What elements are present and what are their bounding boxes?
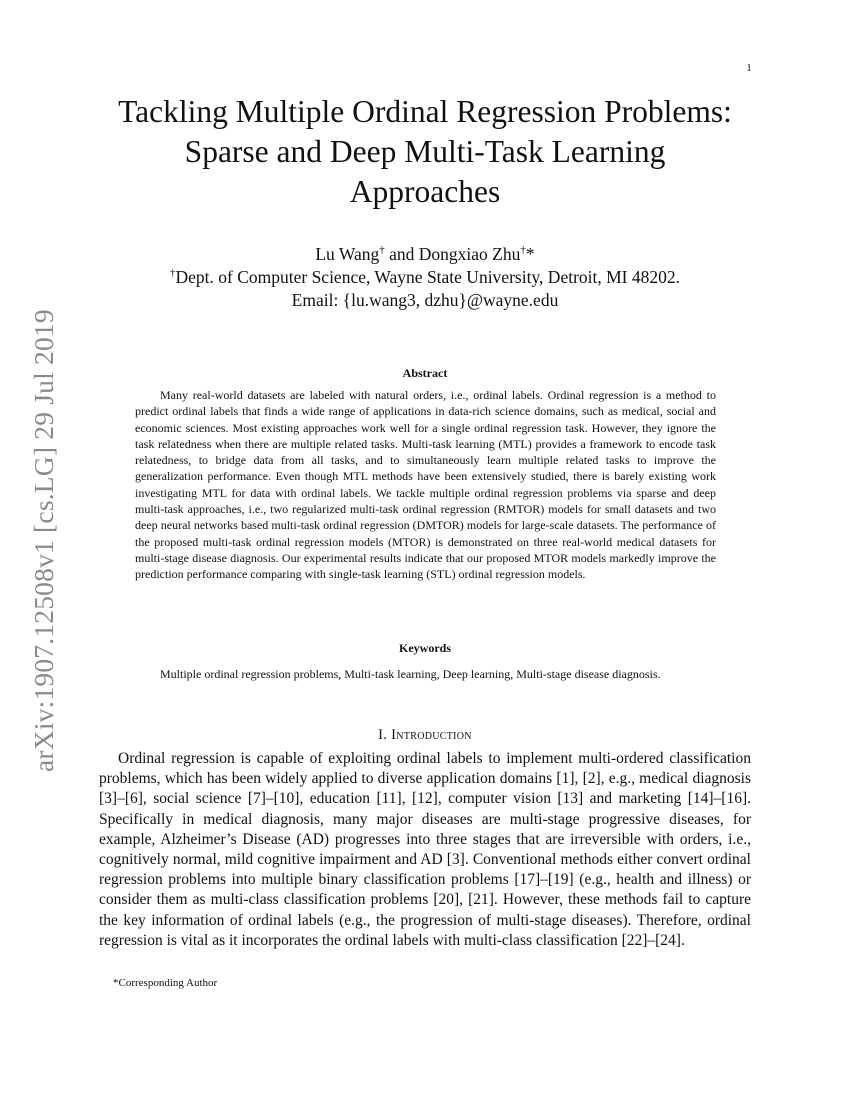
keywords-heading: Keywords [399,641,451,655]
author-conjunction: and [384,244,419,264]
section-title: Introduction [391,727,472,743]
section-number: I. [378,727,388,743]
arxiv-identifier-stamp[interactable]: arXiv:1907.12508v1 [cs.LG] 29 Jul 2019 [28,309,59,772]
affiliation-mark: † [379,244,385,257]
paper-title: Tackling Multiple Ordinal Regression Problems: Sparse and Deep Multi-Task Learning Approaches [118,94,732,209]
author-names [115,243,735,266]
affiliation-mark: † [520,244,526,257]
author-name: Lu Wang [315,244,380,264]
affiliation-mark: † [169,267,176,280]
abstract-text: Many real-world datasets are labeled with natural orders, i.e., ordinal labels. Ordinal regression is a method to predict ordinal labels that finds a wide range of applications in data-rich science domains, such as medical, social and economic sciences. Most existing approaches work well for a single ordinal regression task. However, they ignore the task relatedness when there are multiple related tasks. Multi-task learning (MTL) provides a framework to encode task relatedness, to bridge data from all tasks, and to simultaneously learn multiple related tasks to improve the generalization performance. Even though MTL methods have been extensively studied, there is barely existing work investigating MTL for data with ordinal labels. We tackle multiple ordinal regression problems via sparse and deep multi-task approaches, i.e., two regularized multi-task ordinal regression (RMTOR) models for small datasets and two deep neural networks based multi-task ordinal regression (DMTOR) models for large-scale datasets. The performance of the proposed multi-task ordinal regression models (MTOR) is demonstrated on three real-world medical datasets for multi-stage disease diagnosis. Our experimental results indicate that our proposed MTOR models markedly improve the prediction performance comparing with single-task learning (STL) ordinal regression models. [135,388,716,582]
affiliation-text: Dept. of Computer Science, Wayne State University, Detroit, MI 48202. [175,267,681,287]
keywords-text: Multiple ordinal regression problems, Multi-task learning, Deep learning, Multi-stage disease diagnosis. [160,667,661,681]
abstract-heading: Abstract [402,366,448,380]
footnote: *Corresponding Author [113,977,218,989]
author-email[interactable]: Email: {lu.wang3, dzhu}@wayne.edu [291,290,559,310]
author-name: Dongxiao Zhu [418,244,521,264]
affiliation [115,266,735,289]
page-number: 1 [746,62,752,74]
introduction-paragraph: Ordinal regression is capable of exploiting ordinal labels to implement multi-ordered classification problems, which has been widely applied to diverse application domains [1], [2], e.g., medical diagnosis [3]–[6], social science [7]–[10], education [11], [12], computer vision [13] and marketing [14]–[16]. Specifically in medical diagnosis, many major diseases are multi-stage progressive diseases, for example, Alzheimer’s Disease (AD) progresses into three stages that are irreversible with orders, i.e., cognitively normal, mild cognitive impairment and AD [3]. Conventional methods either convert ordinal regression problems into multiple binary classification problems [17]–[19] (e.g., health and illness) or consider them as multi-class classification problems [20], [21]. However, these methods fail to capture the key information of ordinal labels (e.g., the progression of multi-stage diseases). Therefore, ordinal regression is vital as it incorporates the ordinal labels with multi-class classification [22]–[24]. [99,750,751,949]
section-heading [120,727,730,744]
corresponding-mark: * [525,244,535,264]
author-block [115,243,735,312]
